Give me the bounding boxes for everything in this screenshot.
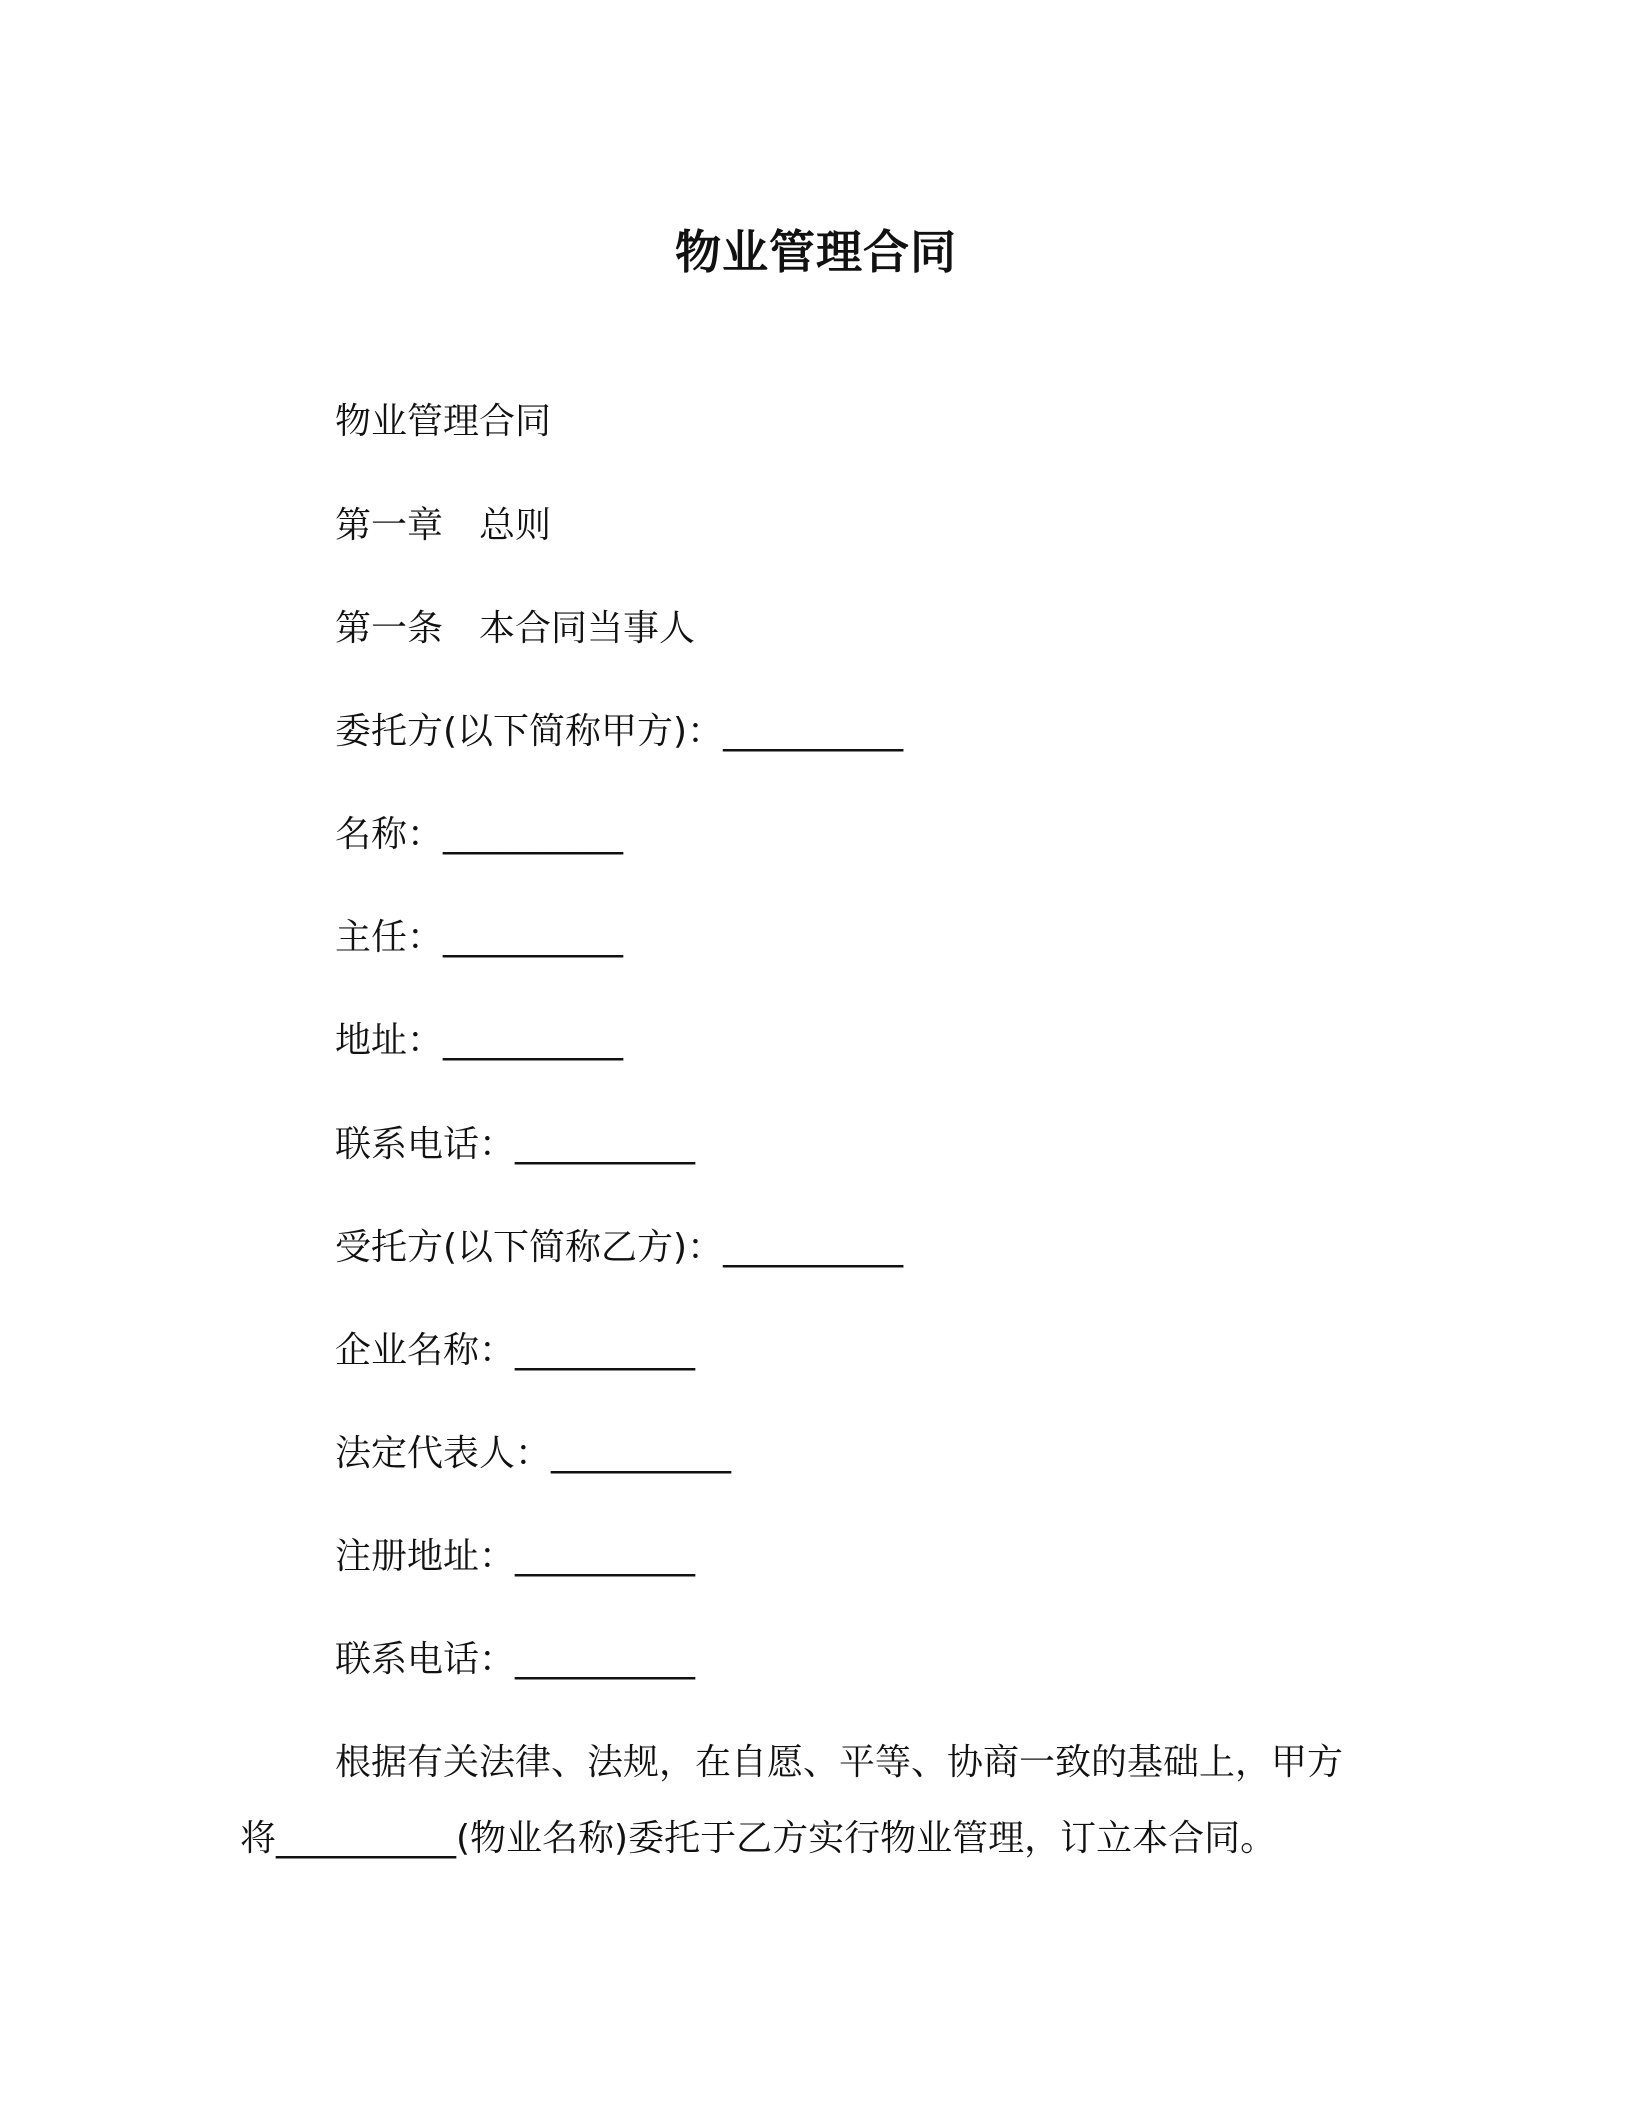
party-a-name-line: 名称：__________ xyxy=(335,814,624,855)
party-b-company-line: 企业名称：__________ xyxy=(335,1330,696,1371)
chapter-heading xyxy=(335,502,551,550)
contract-heading: 物业管理合同 xyxy=(335,401,552,442)
chapter-number: 第一章 xyxy=(335,505,444,546)
article-number: 第一条 xyxy=(335,608,444,649)
preamble-paragraph-line-1 xyxy=(240,1739,1390,1787)
preamble-paragraph-line-2: 将__________(物业名称)委托于乙方实行物业管理，订立本合同。 xyxy=(240,1818,1277,1859)
party-a-phone-line: 联系电话：__________ xyxy=(335,1124,696,1165)
preamble-text-1: 根据有关法律、法规，在自愿、平等、协商一致的基础上，甲方 xyxy=(335,1742,1344,1783)
article-heading xyxy=(335,605,695,653)
party-b-legal-rep-line: 法定代表人：__________ xyxy=(335,1433,732,1474)
party-a-address-line: 地址：__________ xyxy=(335,1020,624,1061)
party-b-line: 受托方(以下简称乙方)：__________ xyxy=(335,1227,904,1268)
document-title: 物业管理合同 xyxy=(675,225,957,279)
article-title: 本合同当事人 xyxy=(479,608,696,649)
chapter-title: 总则 xyxy=(479,505,552,546)
party-b-address-line: 注册地址：__________ xyxy=(335,1536,696,1577)
party-b-phone-line: 联系电话：__________ xyxy=(335,1639,696,1680)
party-a-line: 委托方(以下简称甲方)：__________ xyxy=(335,711,904,752)
party-a-director-line: 主任：__________ xyxy=(335,917,624,958)
